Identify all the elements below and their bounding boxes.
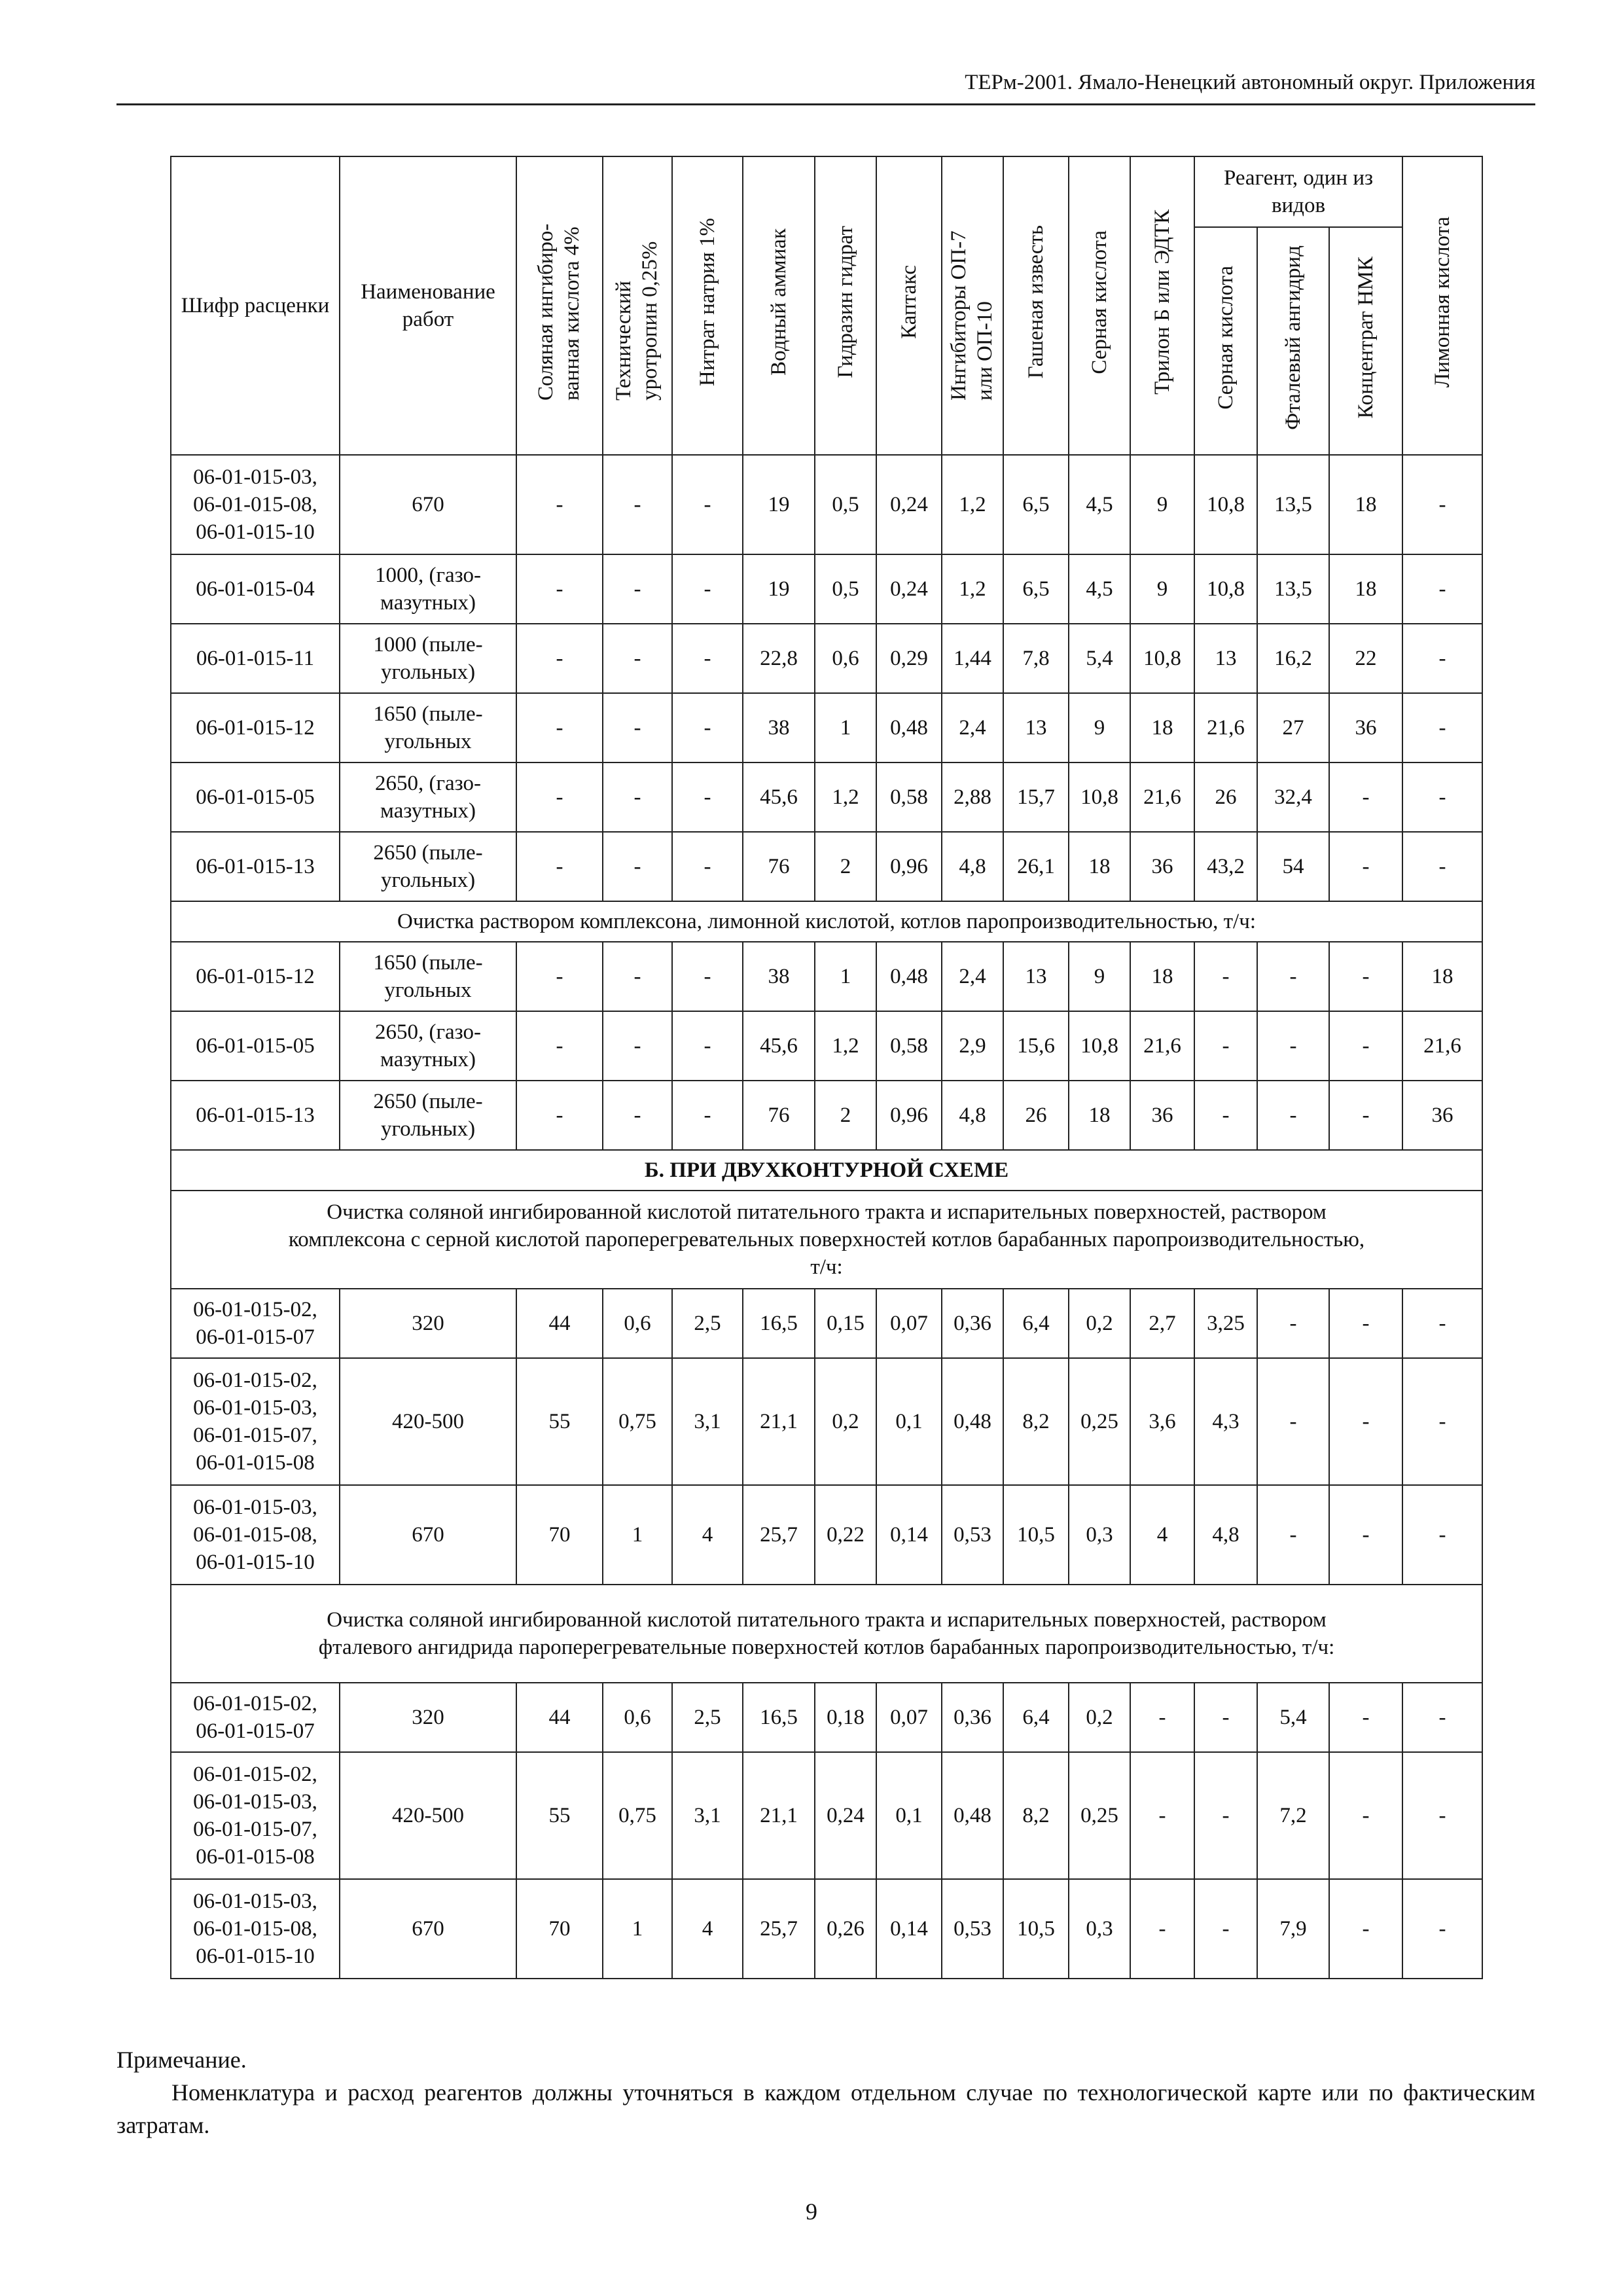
col-header-reagent-sulfuric: Серная кислота: [1194, 227, 1257, 455]
cell-value: 0,75: [603, 1358, 672, 1485]
cell-value: 0,07: [876, 1683, 942, 1752]
cell-value: 38: [743, 693, 815, 762]
table-row: [171, 1289, 1482, 1358]
cell-value: 0,07: [876, 1289, 942, 1358]
cell-value: 22: [1329, 624, 1402, 693]
cell-value: 2,4: [942, 942, 1003, 1011]
cell-value: -: [1257, 1289, 1329, 1358]
cell-value: 44: [516, 1289, 603, 1358]
cell-value: -: [672, 832, 743, 901]
table-row: [171, 1485, 1482, 1585]
cell-value: -: [603, 762, 672, 832]
cell-name: 420-500: [340, 1752, 516, 1879]
cell-value: 0,1: [876, 1358, 942, 1485]
cell-name: 420-500: [340, 1358, 516, 1485]
cell-value: 15,7: [1003, 762, 1069, 832]
cell-value: -: [1329, 1081, 1402, 1150]
cell-value: -: [1329, 832, 1402, 901]
col-header-lime: Гашеная известь: [1003, 156, 1069, 455]
cell-value: 4,5: [1069, 455, 1130, 554]
cell-value: 0,1: [876, 1752, 942, 1879]
table-row: [171, 942, 1482, 1011]
col-header-urotropin: Технический уротропин 0,25%: [603, 156, 672, 455]
cell-value: -: [1329, 1289, 1402, 1358]
cell-value: 8,2: [1003, 1358, 1069, 1485]
cell-value: -: [1402, 554, 1482, 624]
cell-code: 06-01-015-13: [171, 1081, 340, 1150]
cell-value: -: [1194, 1879, 1257, 1979]
cell-value: -: [603, 693, 672, 762]
cell-name: 1000 (пыле-угольных): [340, 624, 516, 693]
cell-value: 0,14: [876, 1485, 942, 1585]
cell-value: 44: [516, 1683, 603, 1752]
cell-name: 2650, (газо-мазутных): [340, 1011, 516, 1081]
cell-value: 4: [672, 1879, 743, 1979]
col-header-reagent-group: Реагент, один из видов: [1194, 156, 1402, 227]
col-header-hcl: Соляная ингибиро-ванная кислота 4%: [516, 156, 603, 455]
cell-value: 36: [1130, 1081, 1194, 1150]
table-row: [171, 1879, 1482, 1979]
cell-value: 2,5: [672, 1683, 743, 1752]
cell-value: 0,96: [876, 1081, 942, 1150]
col-header-nmk: Концентрат НМК: [1329, 227, 1402, 455]
cell-value: 18: [1402, 942, 1482, 1011]
cell-value: -: [1257, 1358, 1329, 1485]
cell-value: 76: [743, 832, 815, 901]
cell-value: -: [672, 1011, 743, 1081]
table-row: [171, 554, 1482, 624]
cell-value: 7,2: [1257, 1752, 1329, 1879]
cell-value: 0,58: [876, 762, 942, 832]
cell-value: 0,48: [942, 1358, 1003, 1485]
cell-value: -: [1329, 942, 1402, 1011]
cell-value: -: [1257, 1081, 1329, 1150]
cell-value: -: [1329, 1011, 1402, 1081]
col-header-trilon: Трилон Б или ЭДТК: [1130, 156, 1194, 455]
cell-value: 0,36: [942, 1683, 1003, 1752]
cell-value: -: [1194, 1752, 1257, 1879]
table-row: [171, 693, 1482, 762]
cell-value: 2: [815, 832, 876, 901]
cell-value: 4,3: [1194, 1358, 1257, 1485]
cell-value: -: [1329, 1485, 1402, 1585]
cell-value: 1,2: [942, 554, 1003, 624]
cell-value: 18: [1130, 942, 1194, 1011]
cell-value: -: [1402, 693, 1482, 762]
cell-value: -: [1329, 1358, 1402, 1485]
cell-value: -: [516, 455, 603, 554]
cell-name: 1650 (пыле-угольных: [340, 693, 516, 762]
cell-name: 320: [340, 1683, 516, 1752]
cell-value: 54: [1257, 832, 1329, 901]
cell-value: 10,8: [1194, 455, 1257, 554]
cell-value: 2,7: [1130, 1289, 1194, 1358]
cell-value: 13: [1003, 693, 1069, 762]
cell-value: -: [672, 762, 743, 832]
cell-value: 13,5: [1257, 455, 1329, 554]
cell-value: 2: [815, 1081, 876, 1150]
cell-value: 7,8: [1003, 624, 1069, 693]
section-b-heading: Б. ПРИ ДВУХКОНТУРНОЙ СХЕМЕ: [171, 1150, 1482, 1191]
cell-value: -: [516, 942, 603, 1011]
cell-value: -: [672, 1081, 743, 1150]
cell-value: -: [1402, 1358, 1482, 1485]
cell-value: -: [516, 1011, 603, 1081]
cell-value: 21,6: [1130, 1011, 1194, 1081]
table-block-3: [171, 1289, 1482, 1585]
cell-value: -: [672, 455, 743, 554]
cell-value: 0,24: [876, 554, 942, 624]
cell-code: 06-01-015-12: [171, 942, 340, 1011]
cell-code: 06-01-015-02, 06-01-015-07: [171, 1683, 340, 1752]
cell-value: 22,8: [743, 624, 815, 693]
cell-value: 76: [743, 1081, 815, 1150]
cell-value: -: [1402, 832, 1482, 901]
cell-value: 0,6: [603, 1683, 672, 1752]
cell-value: -: [516, 1081, 603, 1150]
cell-value: 13,5: [1257, 554, 1329, 624]
cell-value: 15,6: [1003, 1011, 1069, 1081]
cell-value: 36: [1402, 1081, 1482, 1150]
cell-value: 1,2: [815, 1011, 876, 1081]
cell-value: 1: [603, 1485, 672, 1585]
cell-value: 32,4: [1257, 762, 1329, 832]
cell-value: -: [603, 1081, 672, 1150]
cell-value: 45,6: [743, 762, 815, 832]
cell-name: 1000, (газо-мазутных): [340, 554, 516, 624]
cell-value: 18: [1329, 455, 1402, 554]
cell-value: 10,5: [1003, 1485, 1069, 1585]
cell-value: 18: [1130, 693, 1194, 762]
cell-value: 2,5: [672, 1289, 743, 1358]
cell-value: 0,48: [876, 942, 942, 1011]
cell-name: 670: [340, 1485, 516, 1585]
cell-value: 4,5: [1069, 554, 1130, 624]
cell-value: -: [516, 693, 603, 762]
cell-value: -: [1402, 455, 1482, 554]
cell-code: 06-01-015-02, 06-01-015-07: [171, 1289, 340, 1358]
cell-value: 18: [1069, 832, 1130, 901]
cell-value: 19: [743, 455, 815, 554]
cell-value: 55: [516, 1752, 603, 1879]
cell-value: -: [1329, 1879, 1402, 1979]
cell-value: -: [1402, 1879, 1482, 1979]
cell-value: 21,6: [1194, 693, 1257, 762]
cell-value: -: [672, 554, 743, 624]
cell-value: 0,58: [876, 1011, 942, 1081]
cell-value: 1: [815, 942, 876, 1011]
cell-value: 8,2: [1003, 1752, 1069, 1879]
cell-value: -: [1194, 1011, 1257, 1081]
cell-value: 4,8: [1194, 1485, 1257, 1585]
cell-value: 43,2: [1194, 832, 1257, 901]
cell-value: 5,4: [1257, 1683, 1329, 1752]
header-rule: [116, 103, 1535, 105]
cell-value: -: [516, 624, 603, 693]
cell-code: 06-01-015-12: [171, 693, 340, 762]
cell-value: 3,1: [672, 1358, 743, 1485]
cell-value: 18: [1329, 554, 1402, 624]
cell-value: 0,3: [1069, 1879, 1130, 1979]
cell-value: -: [603, 554, 672, 624]
cell-code: 06-01-015-03, 06-01-015-08, 06-01-015-10: [171, 455, 340, 554]
cell-value: 10,8: [1130, 624, 1194, 693]
cell-value: 4: [1130, 1485, 1194, 1585]
cell-code: 06-01-015-05: [171, 1011, 340, 1081]
cell-value: 38: [743, 942, 815, 1011]
cell-value: -: [1329, 1683, 1402, 1752]
note-text: Номенклатура и расход реагентов должны уточняться в каждом отдельном случае по технологической карте или по фактическим затратам.: [116, 2079, 1535, 2138]
cell-value: 27: [1257, 693, 1329, 762]
col-header-hydrazine: Гидразин гидрат: [815, 156, 876, 455]
cell-value: -: [603, 832, 672, 901]
cell-code: 06-01-015-11: [171, 624, 340, 693]
cell-value: 1,2: [942, 455, 1003, 554]
table-row: [171, 455, 1482, 554]
cell-value: 3,25: [1194, 1289, 1257, 1358]
cell-value: 21,1: [743, 1752, 815, 1879]
cell-name: 670: [340, 1879, 516, 1979]
cell-name: 1650 (пыле-угольных: [340, 942, 516, 1011]
cell-value: -: [603, 455, 672, 554]
cell-value: -: [1130, 1752, 1194, 1879]
cell-name: 2650, (газо-мазутных): [340, 762, 516, 832]
table-row: [171, 624, 1482, 693]
cell-value: -: [1402, 762, 1482, 832]
cell-code: 06-01-015-03, 06-01-015-08, 06-01-015-10: [171, 1485, 340, 1585]
page-number: 9: [806, 2198, 817, 2225]
cell-value: 0,24: [815, 1752, 876, 1879]
cell-value: 0,25: [1069, 1358, 1130, 1485]
cell-value: 6,5: [1003, 455, 1069, 554]
col-header-sodium-nitrate: Нитрат натрия 1%: [672, 156, 743, 455]
cell-value: 0,14: [876, 1879, 942, 1979]
subsection-heading-3: Очистка соляной ингибированной кислотой питательного тракта и испарительных поверхностей, раствором фталевого ангидрида пароперегревательные поверхностей котлов барабанных паропроизводительностью, т/ч:: [171, 1585, 1482, 1683]
cell-value: 0,22: [815, 1485, 876, 1585]
cell-value: -: [1194, 942, 1257, 1011]
cell-value: -: [1257, 942, 1329, 1011]
cell-value: -: [603, 624, 672, 693]
cell-value: 25,7: [743, 1879, 815, 1979]
cell-value: 0,29: [876, 624, 942, 693]
cell-value: 6,5: [1003, 554, 1069, 624]
cell-value: 0,18: [815, 1683, 876, 1752]
table-row: [171, 1752, 1482, 1879]
cell-value: 9: [1130, 554, 1194, 624]
table-row: [171, 762, 1482, 832]
cell-value: -: [1130, 1879, 1194, 1979]
cell-value: 70: [516, 1879, 603, 1979]
cell-value: 0,2: [1069, 1683, 1130, 1752]
cell-value: 7,9: [1257, 1879, 1329, 1979]
cell-value: 70: [516, 1485, 603, 1585]
cell-name: 320: [340, 1289, 516, 1358]
subsection-heading-2: Очистка соляной ингибированной кислотой питательного тракта и испарительных поверхностей, раствором комплексона с серной кислотой пароперегревательных поверхностей котлов барабанных паропроизводительностью, т/ч:: [171, 1191, 1482, 1289]
col-header-citric-acid: Лимонная кислота: [1402, 156, 1482, 455]
cell-value: 21,1: [743, 1358, 815, 1485]
reagent-table: [170, 156, 1483, 1979]
note-label: Примечание.: [116, 2047, 247, 2073]
col-header-sulfuric-acid: Серная кислота: [1069, 156, 1130, 455]
cell-value: 2,4: [942, 693, 1003, 762]
table-row: [171, 1358, 1482, 1485]
cell-value: 0,96: [876, 832, 942, 901]
cell-value: 0,36: [942, 1289, 1003, 1358]
cell-value: 4,8: [942, 832, 1003, 901]
cell-value: 13: [1194, 624, 1257, 693]
col-header-ammonia: Водный аммиак: [743, 156, 815, 455]
cell-value: 16,5: [743, 1683, 815, 1752]
cell-value: 2,9: [942, 1011, 1003, 1081]
cell-value: -: [672, 942, 743, 1011]
cell-value: 0,53: [942, 1879, 1003, 1979]
cell-value: 1: [815, 693, 876, 762]
cell-value: -: [1329, 1752, 1402, 1879]
table-row: [171, 1011, 1482, 1081]
cell-value: 13: [1003, 942, 1069, 1011]
table-row: [171, 1683, 1482, 1752]
cell-value: 6,4: [1003, 1683, 1069, 1752]
cell-code: 06-01-015-13: [171, 832, 340, 901]
cell-value: 4: [672, 1485, 743, 1585]
cell-value: 1,2: [815, 762, 876, 832]
cell-value: 16,2: [1257, 624, 1329, 693]
cell-name: 2650 (пыле-угольных): [340, 1081, 516, 1150]
cell-value: 1: [603, 1879, 672, 1979]
cell-value: 45,6: [743, 1011, 815, 1081]
cell-value: -: [516, 762, 603, 832]
cell-value: 55: [516, 1358, 603, 1485]
subsection-heading-1: Очистка раствором комплексона, лимонной кислотой, котлов паропроизводительностью, т/ч:: [171, 901, 1482, 942]
cell-value: 0,6: [603, 1289, 672, 1358]
cell-value: 9: [1130, 455, 1194, 554]
col-header-code: Шифр расценки: [171, 156, 340, 455]
cell-value: -: [1402, 1289, 1482, 1358]
cell-value: 10,8: [1069, 762, 1130, 832]
cell-value: 0,6: [815, 624, 876, 693]
cell-value: -: [516, 832, 603, 901]
cell-value: 18: [1069, 1081, 1130, 1150]
col-header-name: Наименование работ: [340, 156, 516, 455]
cell-value: 0,24: [876, 455, 942, 554]
cell-value: 3,1: [672, 1752, 743, 1879]
running-header: ТЕРм-2001. Ямало-Ненецкий автономный округ. Приложения: [965, 71, 1535, 94]
cell-value: 5,4: [1069, 624, 1130, 693]
cell-value: -: [1402, 1683, 1482, 1752]
cell-value: 3,6: [1130, 1358, 1194, 1485]
cell-code: 06-01-015-04: [171, 554, 340, 624]
cell-value: -: [1402, 1752, 1482, 1879]
cell-value: 9: [1069, 693, 1130, 762]
cell-value: -: [1257, 1011, 1329, 1081]
cell-value: -: [1257, 1485, 1329, 1585]
cell-value: 0,5: [815, 455, 876, 554]
cell-value: -: [1194, 1081, 1257, 1150]
cell-value: 16,5: [743, 1289, 815, 1358]
cell-value: 0,25: [1069, 1752, 1130, 1879]
cell-value: 1,44: [942, 624, 1003, 693]
cell-name: 670: [340, 455, 516, 554]
col-header-captax: Каптакс: [876, 156, 942, 455]
cell-value: -: [672, 693, 743, 762]
cell-value: 0,48: [876, 693, 942, 762]
table-block-2: [171, 942, 1482, 1150]
cell-value: 10,8: [1069, 1011, 1130, 1081]
cell-code: 06-01-015-02, 06-01-015-03, 06-01-015-07, 06-01-015-08: [171, 1752, 340, 1879]
cell-value: -: [603, 942, 672, 1011]
cell-value: 10,5: [1003, 1879, 1069, 1979]
cell-value: 0,15: [815, 1289, 876, 1358]
cell-value: 0,26: [815, 1879, 876, 1979]
cell-value: 0,5: [815, 554, 876, 624]
cell-code: 06-01-015-05: [171, 762, 340, 832]
cell-name: 2650 (пыле-угольных): [340, 832, 516, 901]
cell-value: -: [1329, 762, 1402, 832]
cell-value: 10,8: [1194, 554, 1257, 624]
cell-value: 0,48: [942, 1752, 1003, 1879]
cell-value: 26: [1194, 762, 1257, 832]
cell-value: -: [1402, 624, 1482, 693]
cell-value: -: [672, 624, 743, 693]
cell-value: 9: [1069, 942, 1130, 1011]
cell-value: 0,53: [942, 1485, 1003, 1585]
cell-value: 4,8: [942, 1081, 1003, 1150]
cell-value: 21,6: [1402, 1011, 1482, 1081]
table-block-1: [171, 455, 1482, 901]
cell-code: 06-01-015-02, 06-01-015-03, 06-01-015-07, 06-01-015-08: [171, 1358, 340, 1485]
cell-value: 0,3: [1069, 1485, 1130, 1585]
table-block-4: [171, 1683, 1482, 1979]
cell-value: 0,2: [1069, 1289, 1130, 1358]
cell-value: 36: [1130, 832, 1194, 901]
cell-value: -: [516, 554, 603, 624]
cell-value: 25,7: [743, 1485, 815, 1585]
col-header-inhibitors: Ингибиторы ОП-7 или ОП-10: [942, 156, 1003, 455]
cell-code: 06-01-015-03, 06-01-015-08, 06-01-015-10: [171, 1879, 340, 1979]
cell-value: -: [1130, 1683, 1194, 1752]
cell-value: 2,88: [942, 762, 1003, 832]
cell-value: -: [1402, 1485, 1482, 1585]
cell-value: -: [1194, 1683, 1257, 1752]
cell-value: 36: [1329, 693, 1402, 762]
cell-value: -: [603, 1011, 672, 1081]
cell-value: 0,2: [815, 1358, 876, 1485]
col-header-phthalic: Фталевый ангидрид: [1257, 227, 1329, 455]
cell-value: 26: [1003, 1081, 1069, 1150]
cell-value: 6,4: [1003, 1289, 1069, 1358]
cell-value: 19: [743, 554, 815, 624]
cell-value: 21,6: [1130, 762, 1194, 832]
table-row: [171, 1081, 1482, 1150]
cell-value: 26,1: [1003, 832, 1069, 901]
cell-value: 0,75: [603, 1752, 672, 1879]
table-row: [171, 832, 1482, 901]
